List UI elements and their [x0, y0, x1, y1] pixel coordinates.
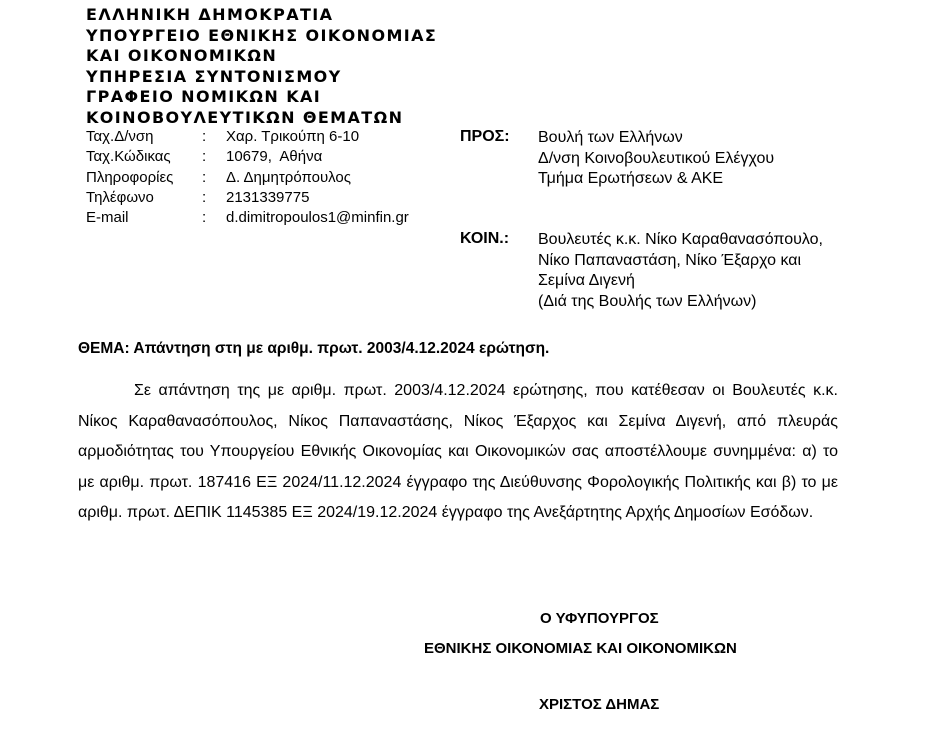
contact-label: Πληροφορίες	[86, 168, 174, 186]
body-paragraph: Σε απάντηση της με αριθμ. πρωτ. 2003/4.12.2024 ερώτησης, που κατέθεσαν οι Βουλευτές κ.κ. Νίκος Καραθανασόπουλος, Νίκος Παπαναστάσης, Νίκος Έξαρχος και Σεμίνα Διγενή, από πλευράς αρμοδιότητας του Υπουργείου Εθνικής Οικονομίας και Οικονομικών σας αποστέλλουμε συνημμένα: α) το με αριθμ. πρωτ. 187416 ΕΞ 2024/11.12.2024 έγγραφο της Διεύθυνσης Φορολογικής Πολιτικής και β) το με αριθμ. πρωτ. ΔΕΠΙΚ 1145385 ΕΞ 2024/19.12.2024 έγγραφο της Ανεξάρτητης Αρχής Δημοσίων Εσόδων.	[78, 382, 838, 522]
contact-label: E-mail	[86, 209, 129, 227]
contact-value: d.dimitropoulos1@minfin.gr	[226, 209, 409, 227]
to-recipients	[538, 128, 774, 190]
cc-line: (Διά της Βουλής των Ελλήνων)	[538, 292, 757, 310]
header-line-ministry: ΥΠΟΥΡΓΕΙΟ ΕΘΝΙΚΗΣ ΟΙΚΟΝΟΜΙΑΣ	[86, 25, 438, 45]
cc-line: Νίκο Παπαναστάση, Νίκο Έξαρχο και	[538, 251, 802, 269]
contact-label: Ταχ.Δ/νση	[86, 128, 154, 145]
contact-value: Χαρ. Τρικούπη 6-10	[226, 128, 360, 145]
contact-value: Δ. Δημητρόπουλος	[226, 168, 351, 186]
cc-line: Βουλευτές κ.κ. Νίκο Καραθανασόπουλο,	[538, 231, 823, 248]
contact-separator: :	[202, 188, 207, 206]
cc-recipients	[538, 230, 823, 312]
signature-name: ΧΡΙΣΤΟΣ ΔΗΜΑΣ	[539, 696, 660, 713]
contact-details	[86, 127, 409, 228]
header-line-service: ΥΠΗΡΕΣΙΑ ΣΥΝΤΟΝΙΣΜΟΥ	[86, 66, 342, 86]
contact-separator: :	[202, 148, 207, 166]
contact-separator: :	[202, 128, 207, 145]
signature-title: Ο ΥΦΥΠΟΥΡΓΟΣ	[540, 610, 659, 627]
contact-label: Τηλέφωνο	[86, 188, 154, 206]
cc-label: ΚΟΙΝ.:	[460, 230, 510, 247]
contact-label: Ταχ.Κώδικας	[86, 148, 171, 166]
to-line: Βουλή των Ελλήνων	[538, 129, 683, 146]
header-line-office-cont: ΚΟΙΝΟΒΟΥΛΕΥΤΙΚΩΝ ΘΕΜΑΤΩΝ	[86, 107, 404, 127]
contact-row-info	[86, 168, 409, 188]
contact-value: 2131339775	[226, 188, 310, 206]
subject-line: ΘΕΜΑ: Απάντηση στη με αριθμ. πρωτ. 2003/4.12.2024 ερώτηση.	[78, 340, 550, 357]
header-line-republic: ΕΛΛΗΝΙΚΗ ΔΗΜΟΚΡΑΤΙΑ	[86, 5, 334, 24]
signature-ministry: ΕΘΝΙΚΗΣ ΟΙΚΟΝΟΜΙΑΣ ΚΑΙ ΟΙΚΟΝΟΜΙΚΩΝ	[424, 640, 737, 657]
contact-separator: :	[202, 168, 207, 186]
contact-row-phone	[86, 188, 409, 208]
header-line-office: ΓΡΑΦΕΙΟ ΝΟΜΙΚΩΝ ΚΑΙ	[86, 87, 322, 106]
contact-value: 10679, Αθήνα	[226, 148, 323, 166]
to-line: Δ/νση Κοινοβουλευτικού Ελέγχου	[538, 149, 775, 167]
to-label: ΠΡΟΣ:	[460, 128, 510, 145]
issuer-header	[86, 5, 437, 128]
header-line-ministry-cont: ΚΑΙ ΟΙΚΟΝΟΜΙΚΩΝ	[86, 46, 278, 65]
contact-separator: :	[202, 209, 207, 227]
contact-row-address	[86, 127, 409, 147]
contact-row-email	[86, 208, 409, 228]
to-line: Τμήμα Ερωτήσεων & ΑΚΕ	[538, 170, 724, 187]
contact-row-postcode	[86, 147, 409, 167]
cc-line: Σεμίνα Διγενή	[538, 272, 635, 289]
